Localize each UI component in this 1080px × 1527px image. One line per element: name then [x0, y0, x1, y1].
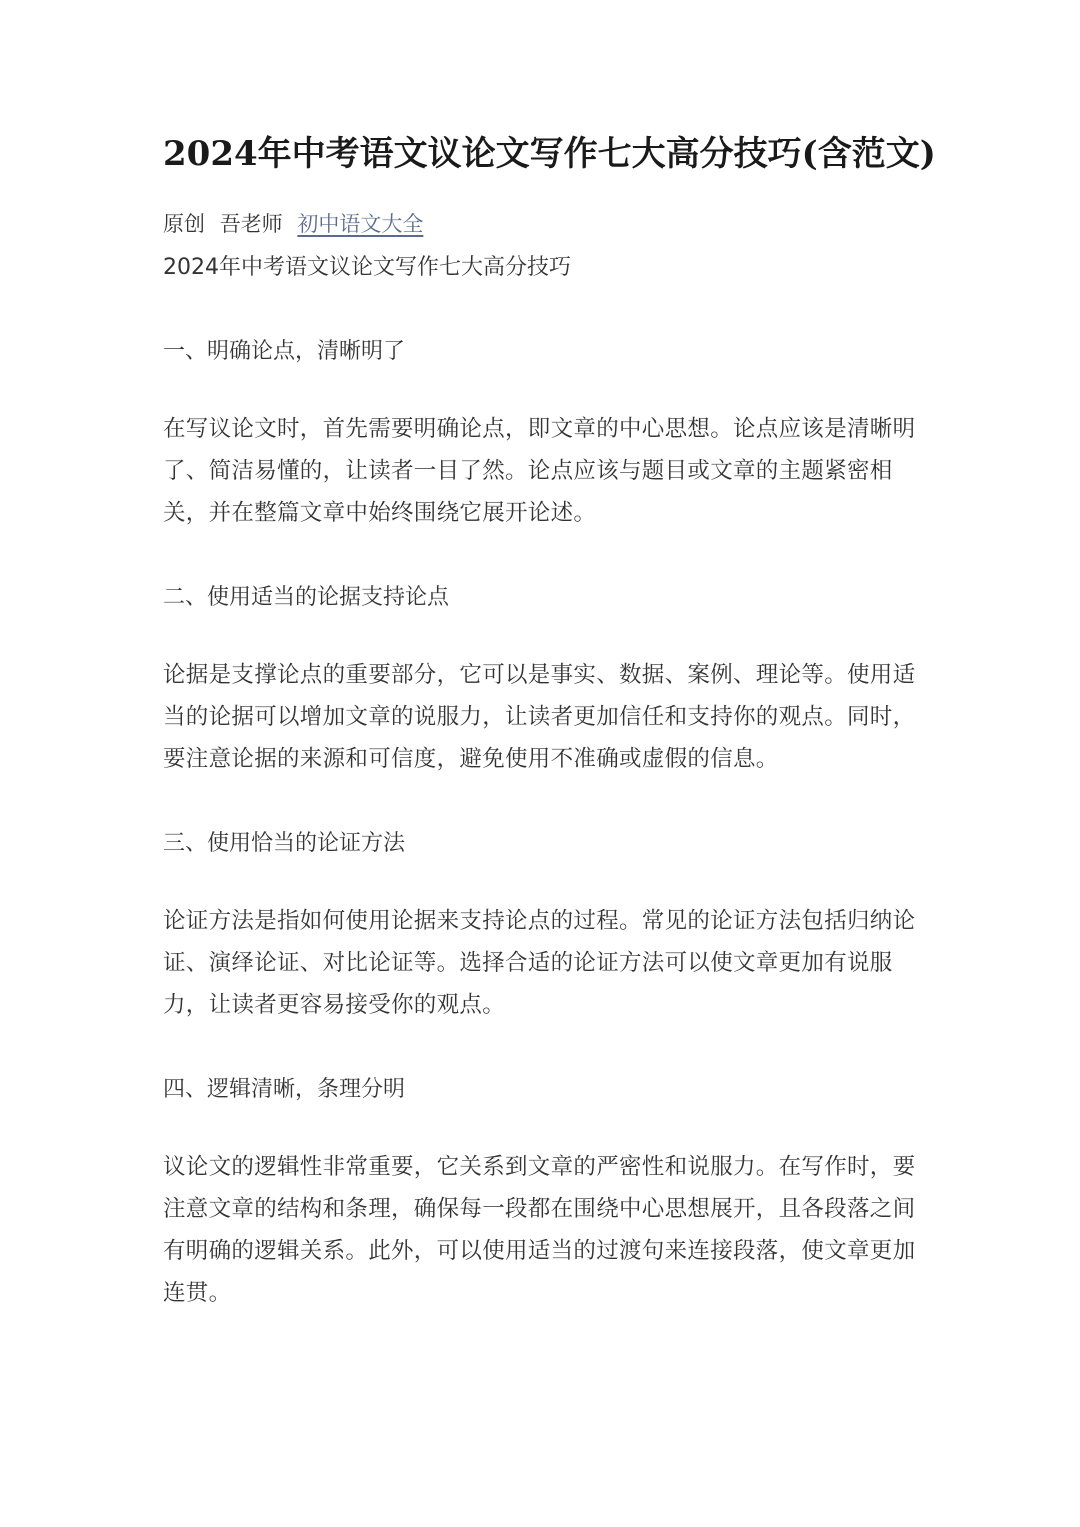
article — [163, 130, 936, 1314]
section-paragraph: 论证方法是指如何使用论据来支持论点的过程。常见的论证方法包括归纳论证、演绎论证、对比论证等。选择合适的论证方法可以使文章更加有说服力，让读者更容易接受你的观点。 — [163, 908, 916, 1018]
author-name: 吾老师 — [219, 212, 283, 236]
section-paragraph: 议论文的逻辑性非常重要，它关系到文章的严密性和说服力。在写作时，要注意文章的结构和条理，确保每一段都在围绕中心思想展开，且各段落之间有明确的逻辑关系。此外，可以使用适当的过渡句来连接段落，使文章更加连贯。 — [163, 1154, 916, 1306]
section-heading: 一、明确论点，清晰明了 — [163, 339, 406, 364]
original-label: 原创 — [163, 212, 205, 236]
article-meta — [163, 208, 923, 240]
section-heading: 三、使用恰当的论证方法 — [163, 831, 406, 856]
section-paragraph: 在写议论文时，首先需要明确论点，即文章的中心思想。论点应该是清晰明了、简洁易懂的，让读者一目了然。论点应该与题目或文章的主题紧密相关，并在整篇文章中始终围绕它展开论述。 — [163, 416, 916, 526]
account-link[interactable]: 初中语文大全 — [297, 212, 424, 236]
section-heading: 四、逻辑清晰，条理分明 — [163, 1077, 406, 1102]
article-title: 2024年中考语文议论文写作七大高分技巧(含范文) — [163, 134, 936, 174]
section-heading: 二、使用适当的论据支持论点 — [163, 585, 450, 610]
section-paragraph: 论据是支撑论点的重要部分，它可以是事实、数据、案例、理论等。使用适当的论据可以增加文章的说服力，让读者更加信任和支持你的观点。同时，要注意论据的来源和可信度，避免使用不准确或虚假的信息。 — [163, 662, 916, 772]
article-subtitle: 2024年中考语文议论文写作七大高分技巧 — [163, 255, 571, 280]
